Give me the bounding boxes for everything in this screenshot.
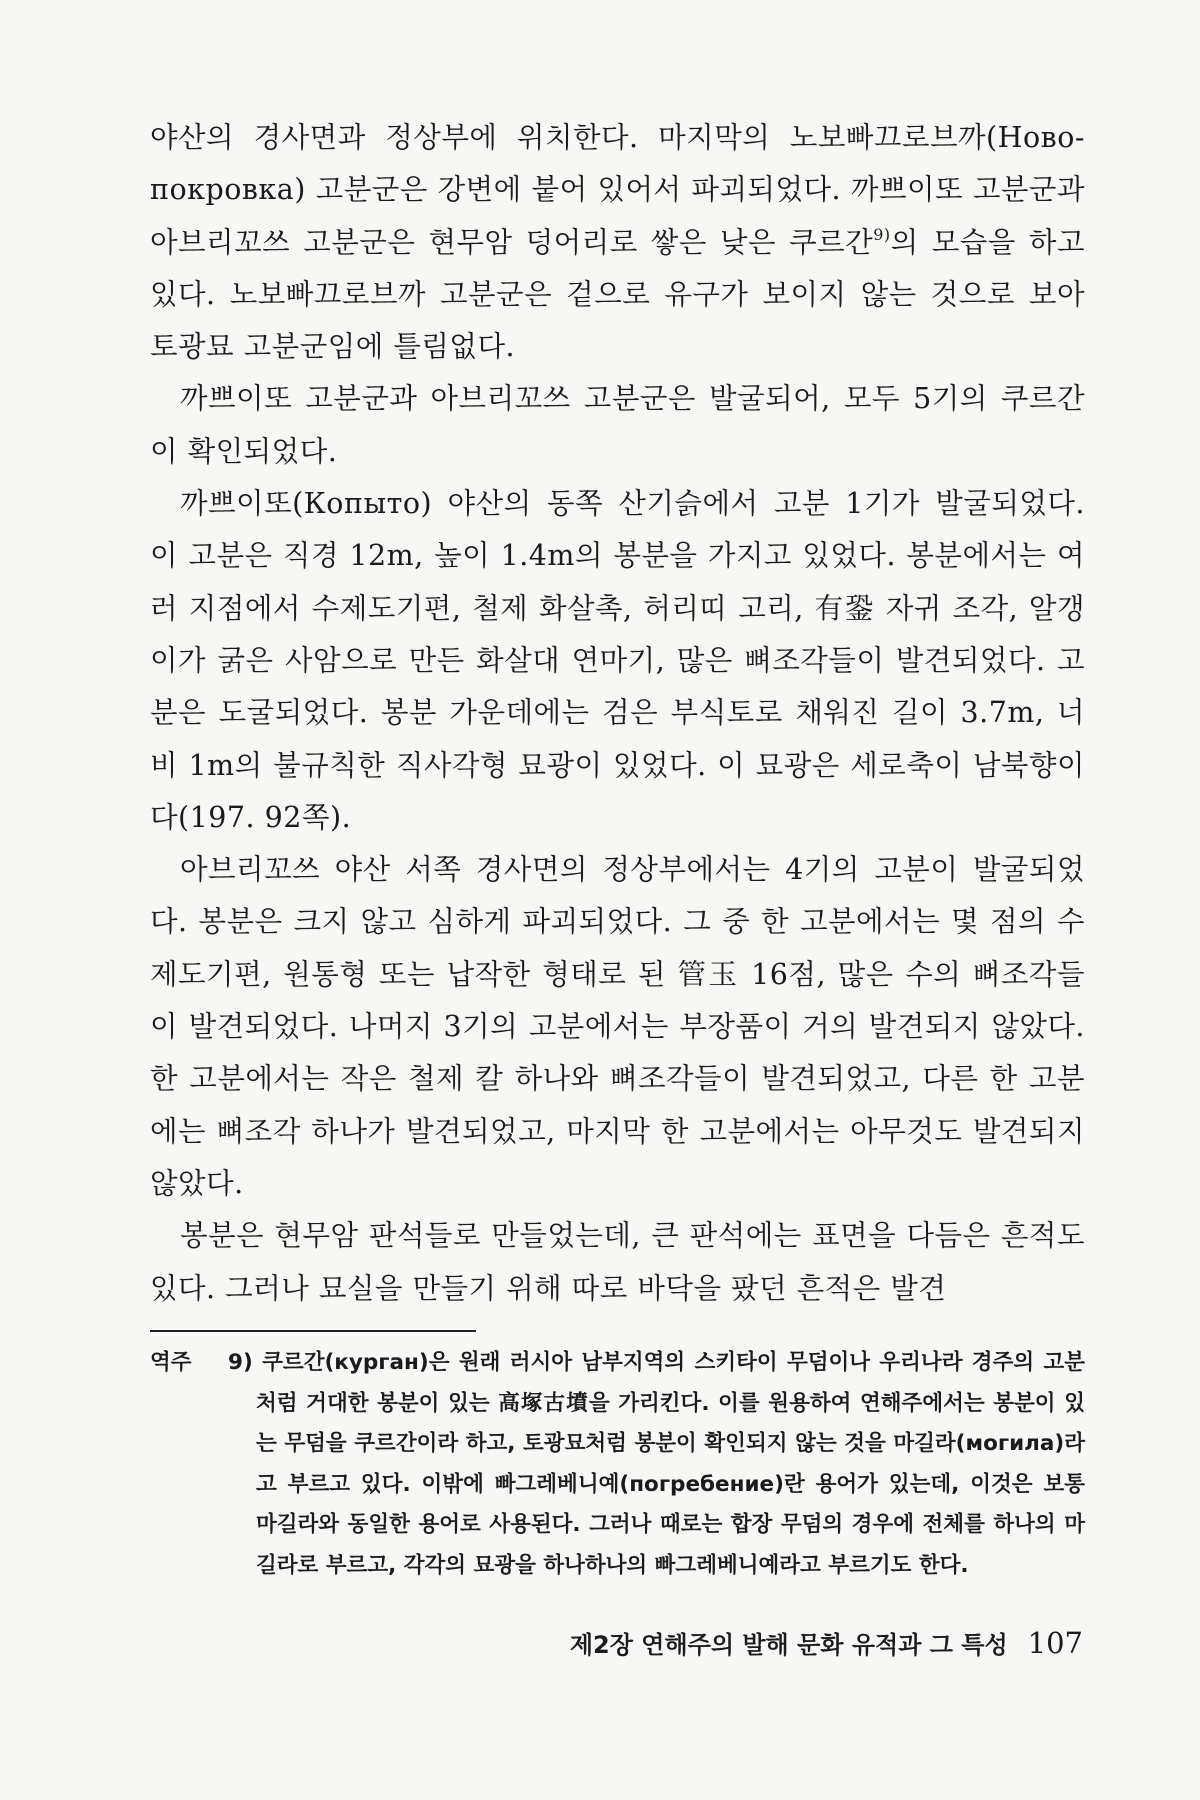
page-number: 107 bbox=[1027, 1626, 1083, 1660]
footnote-reference: 9) bbox=[873, 224, 891, 244]
body-text bbox=[150, 112, 1085, 1315]
running-footer bbox=[570, 1625, 1083, 1660]
paragraph-2: 까쁘이또 고분군과 아브리꼬쓰 고분군은 발굴되어, 모두 5기의 쿠르간이 확인되었다. bbox=[150, 382, 1085, 468]
paragraph-4: 아브리꼬쓰 야산 서쪽 경사면의 정상부에서는 4기의 고분이 발굴되었다. 봉분은 크지 않고 심하게 파괴되었다. 그 중 한 고분에서는 몇 점의 수제도기편, 원통형 또는 납작한 형태로 된 管玉 16점, 많은 수의 뼈조각들이 발견되었다. 나머지 3기의 고분에서는 부장품이 거의 발견되지 않았다. 한 고분에서는 작은 철제 칼 하나와 뼈조각들이 발견되었고, 다른 한 고분에는 뼈조각 하나가 발견되었고, 마지막 한 고분에서는 아무것도 발견되지 않았다. bbox=[150, 853, 1085, 1200]
footnote-text: 쿠르간(курган)은 원래 러시아 남부지역의 스키타이 무덤이나 우리나라 경주의 고분처럼 거대한 봉분이 있는 高塚古墳을 가리킨다. 이를 원용하여 연해주에서는 봉분이 있는 무덤을 쿠르간이라 하고, 토광묘처럼 봉분이 확인되지 않는 것을 마길라(могила)라고 부르고 있다. 이밖에 빠그레베니예(погребение)란 용어가 있는데, 이것은 보통 마길라와 동일한 용어로 사용된다. 그러나 때로는 합장 무덤의 경우에 전체를 하나의 마길라로 부르고, 각각의 묘광을 하나하나의 빠그레베니예라고 부르기도 한다. bbox=[256, 1350, 1085, 1578]
footnote-number: 9) bbox=[228, 1350, 253, 1375]
paragraph-1-text-b: 의 모습을 하고 있다. 노보빠끄로브까 고분군은 겉으로 유구가 보이지 않는 것으로 보아 토광묘 고분군임에 틀림없다. bbox=[150, 225, 1085, 364]
footnote-tag: 역주 bbox=[150, 1350, 192, 1375]
paragraph-1-text-a: 야산의 경사면과 정상부에 위치한다. 마지막의 노보빠끄로브까(Ново-покровка) 고분군은 강변에 붙어 있어서 파괴되었다. 까쁘이또 고분군과 아브리꼬쓰 고분군은 현무암 덩어리로 쌓은 낮은 쿠르간 bbox=[150, 121, 1085, 259]
paragraph-1 bbox=[150, 112, 1085, 373]
footnote-body bbox=[228, 1343, 1085, 1586]
chapter-title: 제2장 연해주의 발해 문화 유적과 그 특성 bbox=[569, 1631, 1008, 1659]
paragraph-3: 까쁘이또(Копыто) 야산의 동쪽 산기슭에서 고분 1기가 발굴되었다. 이 고분은 직경 12m, 높이 1.4m의 봉분을 가지고 있었다. 봉분에서는 여러 지점에서 수제도기편, 철제 화살촉, 허리띠 고리, 有銎 자귀 조각, 알갱이가 굵은 사암으로 만든 화살대 연마기, 많은 뼈조각들이 발견되었다. 고분은 도굴되었다. 봉분 가운데에는 검은 부식토로 채워진 길이 3.7m, 너비 1m의 불규칙한 직사각형 묘광이 있었다. 이 묘광은 세로축이 남북향이다(197. 92쪽). bbox=[150, 487, 1085, 834]
footnote bbox=[150, 1343, 1085, 1586]
paragraph-5: 봉분은 현무암 판석들로 만들었는데, 큰 판석에는 표면을 다듬은 흔적도 있다. 그러나 묘실을 만들기 위해 따로 바닥을 팠던 흔적은 발견 bbox=[150, 1219, 1085, 1305]
footnote-divider bbox=[150, 1330, 476, 1332]
